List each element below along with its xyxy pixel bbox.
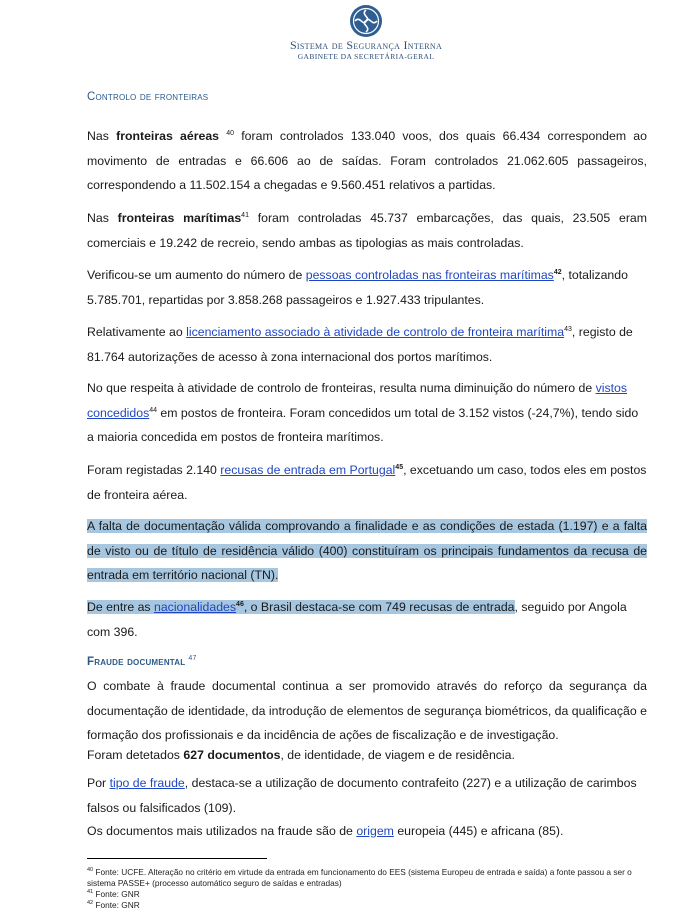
footnote-ref: 45 xyxy=(395,463,404,471)
footnote-divider xyxy=(87,858,267,859)
footnote-ref: 47 xyxy=(188,655,197,662)
footnote-ref: 43 xyxy=(564,325,572,333)
paragraph-refusal-grounds xyxy=(87,514,647,588)
paragraph-visas: No que respeita à atividade de controlo de fronteiras, resulta numa diminuição do número de vistos concedidos$^{44}$ em postos de fronteira. Foram concedidos um total de 3.152 vistos (-24,7%), tendo sido a maioria concedida em postos de fronteira marítimos. xyxy=(87,381,639,444)
paragraph-sea-borders: Nas fronteiras marítimas$^{41}$ foram controladas 45.737 embarcações, das quais, 23.505 eram comerciais e 19.242 de recreio, sendo ambas as tipologias as mais controladas. xyxy=(87,211,647,250)
org-subtitle: GABINETE DA SECRETÁRIA-GERAL xyxy=(297,52,435,61)
highlighted-text: A falta de documentação válida comprovando a finalidade e as condições de estada (1.197) e a falta de visto ou de título de residência válido (400) constituíram os principais fundamentos da recusa de entrada em território nacional (TN). xyxy=(87,519,647,582)
paragraph-nationalities: De entre as nacionalidades$^{46}$, o Brasil destaca-se com 749 recusas de entrada, seguido por Angola com 396. xyxy=(87,600,627,639)
footnote-ref: 46 xyxy=(236,600,244,608)
link-origin[interactable]: origem xyxy=(356,824,394,838)
footnote-42: $^{42}$ Fonte: GNR xyxy=(87,899,140,910)
paragraph-fraud-intro: O combate à fraude documental continua a ser promovido através do reforço da segurança da documentação de identidade, da introdução de elementos de segurança biométricos, da qualificação e formação dos profissionais e da incidência de ações de fiscalização e de investigação. xyxy=(87,679,647,742)
ssi-logo xyxy=(349,4,383,38)
footnote-ref: 44 xyxy=(149,406,158,414)
section-title-document-fraud: Fraude documental $^{47}$ xyxy=(87,655,197,668)
paragraph-air-borders: Nas fronteiras aéreas $^{40}$ foram controlados 133.040 voos, dos quais 66.434 correspondem ao movimento de entradas e 66.606 ao de saídas. Foram controlados 21.062.605 passageiros, correspondendo a 11.502.154 a chegadas e 9.560.451 relativos a partidas. xyxy=(87,129,647,192)
link-entry-refusals[interactable]: recusas de entrada em Portugal xyxy=(220,463,396,477)
paragraph-fraud-type: Por tipo de fraude, destaca-se a utilização de documento contrafeito (227) e a utilização de carimbos falsos ou falsificados (109). xyxy=(87,776,637,815)
link-nationalities[interactable]: nacionalidades xyxy=(154,600,237,614)
paragraph-document-origin: Os documentos mais utilizados na fraude são de origem europeia (445) e africana (85). xyxy=(87,824,564,838)
org-name: Sistema de Segurança Interna xyxy=(289,38,443,52)
footnote-40: $^{40}$ Fonte: UCFE. Alteração no critério em virtude da entrada em funcionamento do EES (sistema Europeu de entrada e saída) a fonte passou a ser o sistema PASSE+ (processo automático seguro de saídas e entradas) xyxy=(87,866,632,888)
paragraph-licensing: Relativamente ao licenciamento associado à atividade de controlo de fronteira marítima$^{43}$, registo de 81.764 autorizações de acesso à zona internacional dos portos marítimos. xyxy=(87,325,633,364)
footnote-41: $^{41}$ Fonte: GNR xyxy=(87,888,140,899)
paragraph-documents-detected: Foram detetados 627 documentos, de identidade, de viagem e de residência. xyxy=(87,748,515,762)
paragraph-refusals: Foram registadas 2.140 recusas de entrada em Portugal$^{45}$, excetuando um caso, todos eles em postos de fronteira aérea. xyxy=(87,463,647,502)
paragraph-persons-controlled: Verificou-se um aumento do número de pessoas controladas nas fronteiras marítimas$^{42}$, totalizando 5.785.701, repartidas por 3.858.268 passageiros e 1.927.433 tripulantes. xyxy=(87,268,628,307)
link-fraud-type[interactable]: tipo de fraude xyxy=(109,776,185,790)
footnote-ref: 42 xyxy=(553,268,562,276)
link-persons-controlled[interactable]: pessoas controladas nas fronteiras marítimas xyxy=(305,268,554,282)
footnote-ref: 41 xyxy=(241,211,249,219)
link-maritime-licensing[interactable]: licenciamento associado à atividade de controlo de fronteira marítima xyxy=(186,325,565,339)
link-visas-granted[interactable]: vistos concedidos xyxy=(87,381,628,420)
section-title-border-control: Controlo de fronteiras xyxy=(87,91,209,103)
footnote-ref: 40 xyxy=(226,129,235,137)
